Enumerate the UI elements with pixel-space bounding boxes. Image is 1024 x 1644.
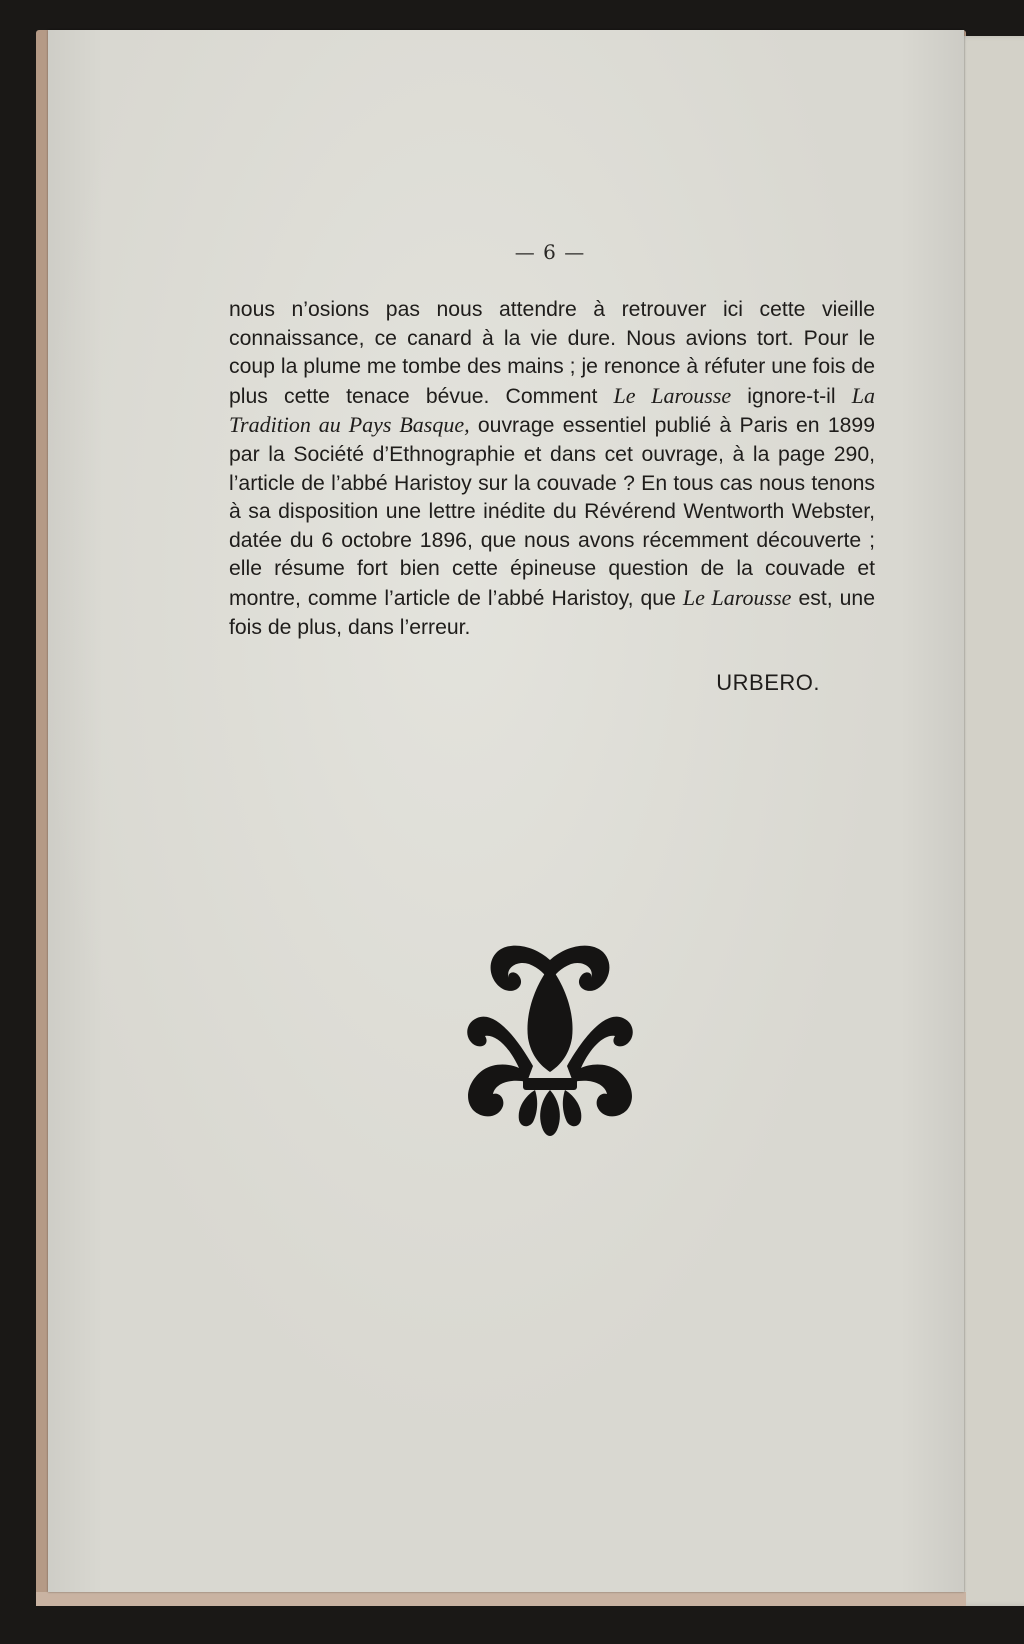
signature: URBERO. <box>716 670 820 695</box>
facing-page-edge <box>956 36 1024 1606</box>
paragraph-run: ouvrage essentiel publié à Paris en 1899 par la Société d’Ethnographie et dans cet ouvrage, à la page 290, l’article de l’abbé Haristoy sur la couvade ? En tous cas nous tenons à sa disposition une lettre inédite du Révérend Wentworth Webster, datée du 6 octobre 1896, que nous avons récemment découverte ; elle résume fort bien cette épineuse question de la couvade et montre, comme l’article de l’abbé Haristoy, que <box>229 414 875 610</box>
fleur-de-lis-icon <box>455 938 645 1140</box>
paragraph-run: ignore-t-il <box>731 384 852 408</box>
document-page <box>48 30 964 1592</box>
page-bottom-edge <box>36 1592 966 1606</box>
paragraph-run-italic: La Tradition au Pays Basque, <box>229 382 875 438</box>
page-number: — 6 — <box>514 240 586 264</box>
body-paragraph <box>229 296 875 642</box>
paragraph-run: est, une fois de plus, dans l’erreur. <box>229 586 875 639</box>
paragraph-run: nous n’osions pas nous attendre à retrouver ici cette vieille connaissance, ce canard à la vie dure. Nous avions tort. Pour le coup la plume me tombe des mains ; je renonce à réfuter une fois de plus cette tenace bévue. Comment <box>229 298 875 408</box>
paragraph-run-italic: Le Larousse <box>682 584 792 610</box>
paragraph-run-italic: Le Larousse <box>613 382 732 408</box>
